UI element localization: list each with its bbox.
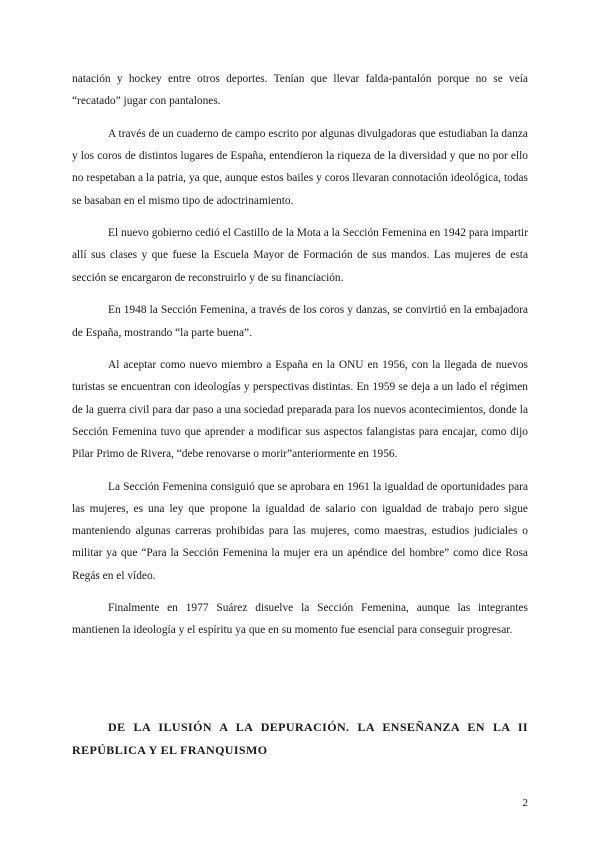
paragraph-continuation: natación y hockey entre otros deportes. Tenían que llevar falda-pantalón porque no se veía “recatado” jugar con pantalones. (72, 73, 528, 108)
paragraph-1977-disolucion: Finalmente en 1977 Suárez disuelve la Sección Femenina, aunque las integrantes mantienen la ideología y el espíritu ya que en su momento fue esencial para conseguir progresar. (72, 602, 528, 637)
section-heading: DE LA ILUSIÓN A LA DEPURACIÓN. LA ENSEÑANZA EN LA II REPÚBLICA Y EL FRANQUISMO (72, 720, 528, 757)
paragraph-1948-embajadora: En 1948 la Sección Femenina, a través de los coros y danzas, se convirtió en la embajadora de España, mostrando “la parte buena”. (72, 304, 528, 339)
paragraph-onu-1956: Al aceptar como nuevo miembro a España en la ONU en 1956, con la llegada de nuevos turistas se encuentran con ideologías y perspectivas distintas. En 1959 se deja a un lado el régimen de la guerra civil para dar paso a una sociedad preparada para los nuevos acontecimientos, donde la Sección Femenina tuvo que aprender a modificar sus aspectos falangistas para encajar, como dijo Pilar Primo de Rivera, “debe renovarse o morir”anteriormente en 1956. (72, 359, 528, 461)
page-number: 2 (522, 797, 528, 809)
paragraph-igualdad-1961: La Sección Femenina consiguió que se aprobara en 1961 la igualdad de oportunidades para las mujeres, es una ley que propone la igualdad de salario con igualdad de trabajo pero sigue manteniendo algunas carreras prohibidas para las mujeres, como maestras, estudios judiciales o militar ya que “Para la Sección Femenina la mujer era un apéndice del hombre” como dice Rosa Regás en el vídeo. (72, 480, 528, 582)
paragraph-castillo-de-la-mota: El nuevo gobierno cedió el Castillo de la Mota a la Sección Femenina en 1942 para impartir allí sus clases y que fuese la Escuela Mayor de Formación de sus mandos. Las mujeres de esta sección se encargaron de reconstruirlo y de su financiación. (72, 227, 528, 284)
paragraph-cuaderno-de-campo: A través de un cuaderno de campo escrito por algunas divulgadoras que estudiaban la danza y los coros de distintos lugares de España, entendieron la riqueza de la diversidad y que no por ello no respetaban a la patria, ya que, aunque estos bailes y coros llevaran connotación ideológica, todas se basaban en el mismo tipo de adoctrinamiento. (72, 127, 528, 207)
body-text (72, 68, 528, 652)
